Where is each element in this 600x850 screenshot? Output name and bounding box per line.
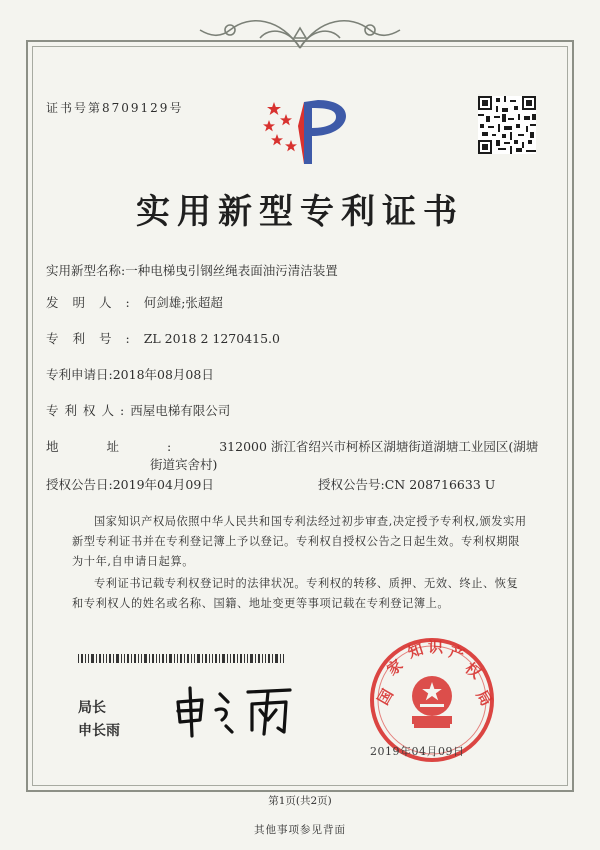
field-value: CN 208716633 U (384, 477, 496, 492)
field-filing-date (46, 366, 214, 384)
certificate-number: 证书号第8709129号 (46, 101, 184, 115)
field-label: 专利号: (46, 331, 144, 346)
field-label: 授权公告号: (318, 477, 385, 492)
seal-date: 2019年04月09日 (370, 745, 465, 758)
svg-text:识: 识 (428, 638, 444, 656)
footer-note: 其他事项参见背面 (254, 824, 346, 836)
svg-text:权: 权 (461, 658, 485, 683)
field-label: 专利申请日: (46, 367, 113, 382)
field-label: 专利权人: (46, 403, 131, 418)
field-value: 西屋电梯有限公司 (130, 403, 231, 418)
barcode-icon (78, 654, 284, 663)
field-patentee (46, 402, 230, 420)
body-paragraph-2: 专利证书记载专利权登记时的法律状况。专利权的转移、质押、无效、终止、恢复和专利权人的姓名或名称、国籍、地址变更等事项记载在专利登记簿上。 (72, 577, 519, 610)
page-indicator: 第1页(共2页) (268, 795, 332, 807)
qr-code-icon (478, 96, 536, 154)
field-utility-model-name (46, 262, 338, 280)
field-patent-number (46, 330, 280, 348)
field-value: 312000 浙江省绍兴市柯桥区湖塘街道湖塘工业园区(湖塘 (219, 439, 539, 454)
field-value: 2019年04月09日 (112, 477, 214, 492)
field-label: 发明人: (46, 295, 144, 310)
field-inventors (46, 294, 223, 312)
handwritten-signature-icon (168, 680, 303, 740)
svg-text:国: 国 (373, 685, 397, 708)
body-paragraph-1: 国家知识产权局依照中华人民共和国专利法经过初步审查,决定授予专利权,颁发实用新型专利证书并在专利登记簿上予以登记。专利权自授权公告之日起生效。专利权期限为十年,自申请日起算。 (72, 515, 527, 568)
field-grant-number (318, 476, 495, 494)
field-label: 地址: (46, 439, 220, 454)
svg-text:局: 局 (472, 687, 496, 710)
field-grant-date (46, 476, 214, 494)
ornament-icon (190, 8, 410, 56)
field-address (46, 438, 538, 456)
field-label: 授权公告日: (46, 477, 113, 492)
field-value: ZL 2018 2 1270415.0 (143, 331, 280, 346)
patent-office-logo-icon (262, 96, 350, 168)
svg-text:知: 知 (405, 640, 426, 662)
field-value: 2018年08月08日 (112, 367, 214, 382)
svg-text:产: 产 (446, 642, 467, 665)
field-label: 实用新型名称: (46, 263, 126, 278)
signatory-title: 局长 (78, 700, 106, 716)
field-value: 何剑雄;张超超 (143, 295, 223, 310)
field-address-line2: 街道宾舍村) (150, 457, 218, 472)
svg-text:家: 家 (383, 655, 407, 680)
certificate-title: 实用新型专利证书 (136, 192, 464, 232)
signatory-name: 申长雨 (78, 723, 120, 739)
field-value: 一种电梯曳引钢丝绳表面油污清洁装置 (125, 263, 338, 278)
